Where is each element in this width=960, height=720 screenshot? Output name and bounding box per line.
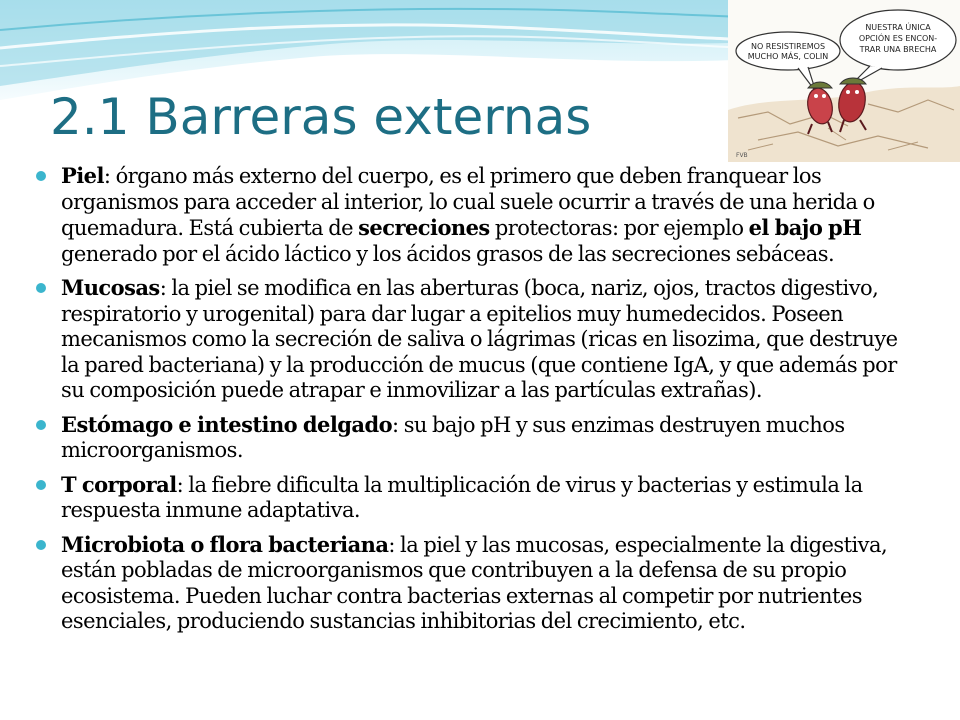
bullet-term: T corporal <box>61 471 177 497</box>
slide-title: 2.1 Barreras externas <box>50 88 592 146</box>
bullet-text: generado por el ácido láctico y los ácidos grasos de las secreciones sebáceas. <box>61 241 835 266</box>
cartoon-signature: FVB <box>736 152 748 159</box>
bullet-term: Piel <box>61 163 104 188</box>
bullet-text: : su bajo pH y sus enzimas destruyen muchos microorganismos. <box>61 412 845 462</box>
bullet-item-estomago <box>36 412 916 464</box>
bullet-text: : la fiebre dificulta la multiplicación de virus y bacterias y estimula la respuesta inmune adaptativa. <box>61 472 863 522</box>
bullet-item-mucosas <box>36 275 916 404</box>
bullet-dot-icon <box>36 540 46 550</box>
bullet-emphasis: secreciones <box>358 215 490 240</box>
bullet-text: protectoras: por ejemplo <box>489 216 749 240</box>
bubble-left-line-2: MUCHO MÁS, COLIN <box>747 52 829 61</box>
cartoon-illustration <box>728 0 960 162</box>
bullet-dot-icon <box>36 283 46 293</box>
bullet-dot-icon <box>36 420 46 430</box>
bullet-emphasis: el bajo pH <box>748 215 862 240</box>
bullet-text: : la piel se modifica en las aberturas (boca, nariz, ojos, tractos digestivo, respiratorio y urogenital) para dar lugar a epitelios muy humedecidos. Poseen mecanismos como la secreción de saliva o lágrimas (ricas en lisozima, que destruye la pared bacteriana) y la producción de mucus (que contiene IgA, y que además por su composición puede atrapar e inmovilizar a las partículas extrañas). <box>61 276 898 402</box>
bubble-right-line-1: NUESTRA ÚNICA <box>865 23 931 32</box>
bullet-text: : órgano más externo del cuerpo, es el primero que deben franquear los organismos para acceder al interior, lo cual suele ocurrir a través de una herida o quemadura. Está cubierta de <box>61 164 875 240</box>
bullet-term: Microbiota o flora bacteriana <box>61 531 389 557</box>
bullet-item-microbiota <box>36 532 916 635</box>
bubble-right-line-2: OPCIÓN ES ENCON- <box>858 34 938 43</box>
bullet-text: : la piel y las mucosas, especialmente la digestiva, están pobladas de microorganismos que contribuyen a la defensa de su propio ecosistema. Pueden luchar contra bacterias externas al competir por nutrientes esenciales, produciendo sustancias inhibitorias del crecimiento, etc. <box>61 532 888 633</box>
bullet-term: Mucosas <box>61 275 160 300</box>
bullet-dot-icon <box>36 171 46 181</box>
bullet-item-piel <box>36 163 916 267</box>
bullet-dot-icon <box>36 480 46 490</box>
bullet-term: Estómago e intestino delgado <box>61 411 393 437</box>
bubble-right-line-3: TRAR UNA BRECHA <box>859 45 937 54</box>
bullet-item-t-corporal <box>36 472 916 524</box>
bubble-left-line-1: NO RESISTIREMOS <box>750 42 826 51</box>
bullet-list <box>36 163 916 643</box>
